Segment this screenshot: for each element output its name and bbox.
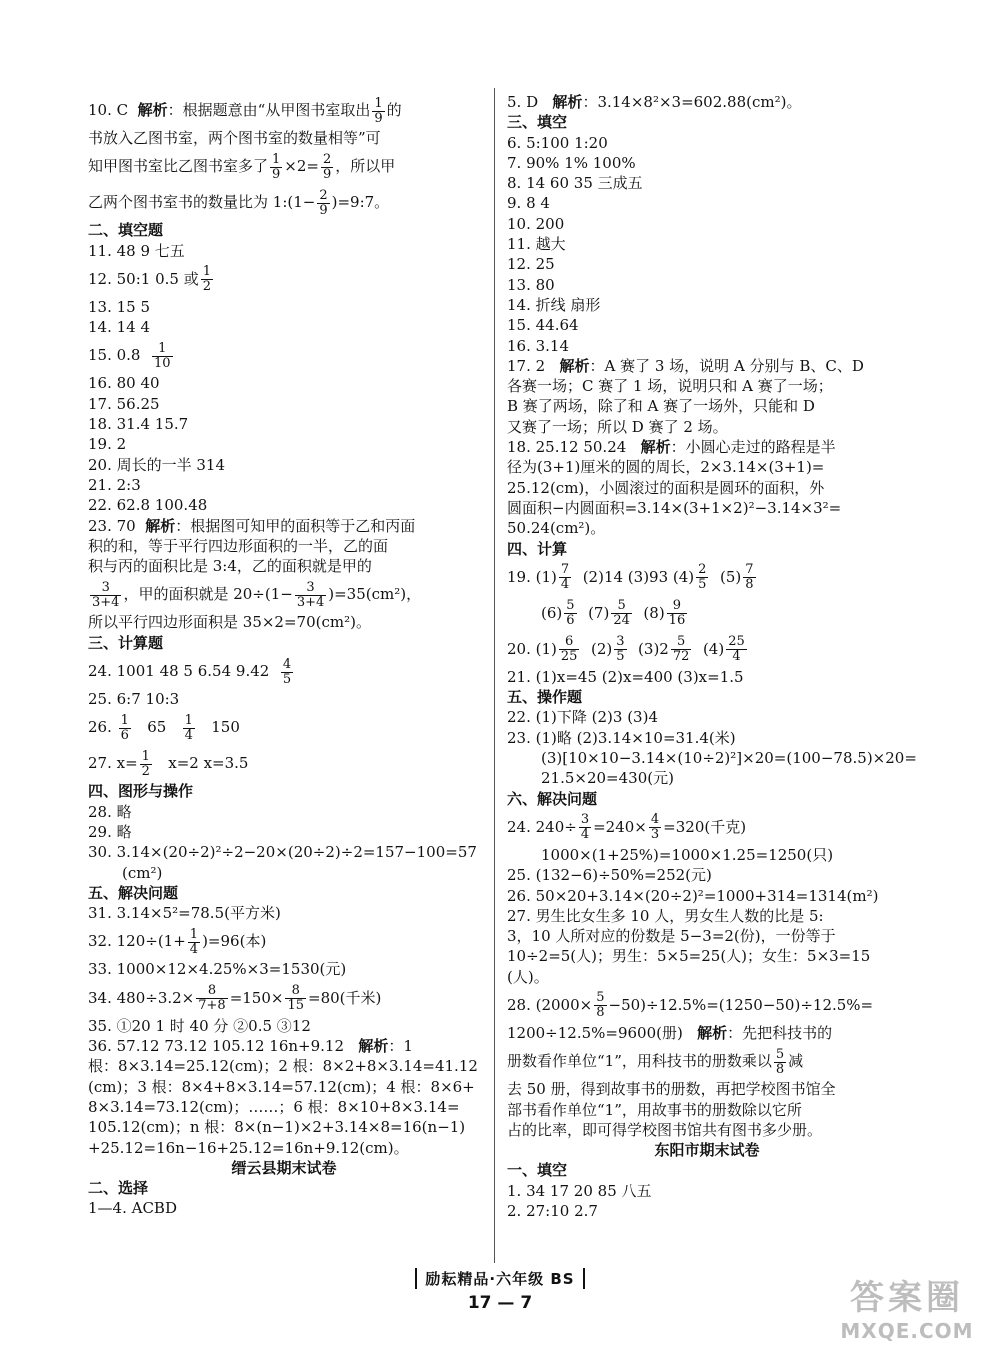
left-column: [88, 92, 480, 1219]
answer-12: 12. 25: [507, 255, 555, 274]
fraction: $\frac{3}{3+4}$: [296, 579, 325, 610]
answer-11: 11. 48 9 七五: [88, 241, 185, 260]
brand-label: 励耘精品·六年级 BS: [415, 1268, 584, 1289]
answer-e1: 1. 34 17 20 85 八五: [507, 1181, 652, 1200]
answer-17-line: 各赛一场；C 赛了 1 场，说明只和 A 赛了一场；: [507, 377, 833, 396]
fraction: $\frac{9}{16}$: [668, 598, 686, 629]
fraction: $\frac{3}{3+4}$: [92, 579, 120, 610]
answer-36-line: +25.12=16n−16+25.12=16n+9.12(cm)。: [88, 1138, 409, 1157]
fraction: $\frac{8}{7+8}$: [198, 983, 226, 1014]
fraction: $\frac{1}{2}$: [202, 264, 211, 295]
answer-28-line: 部书看作单位“1”，用故事书的册数除以它所: [507, 1100, 802, 1119]
fraction: $\frac{5}{72}$: [672, 634, 690, 665]
answer-34: 34. 480÷3.2× $\frac{8}{7+8}$ =150× $\frac{8}{15}$ =80(千米): [88, 983, 382, 1014]
answer-1-4: 1—4. ACBD: [88, 1199, 177, 1218]
answer-12: 12. 50:1 0.5 或 $\frac{1}{2}$: [88, 264, 211, 295]
answer-11: 11. 越大: [507, 235, 566, 254]
exam-title: 缙云县期末试卷: [231, 1158, 337, 1177]
answer-23-line: $\frac{3}{3+4}$ ，甲的面积就是 20÷(1− $\frac{3}{3+4}$ )=35(cm²)，: [92, 579, 422, 610]
answer-28-line: 册数看作单位“1”，用科技书的册数乘以 $\frac{5}{8}$ 减: [507, 1046, 804, 1077]
answer-26: 26. $\frac{1}{6}$ 65 $\frac{1}{4}$ 150: [88, 712, 240, 743]
answer-10-line: 知甲图书室比乙图书室多了 $\frac{1}{9}$ ×2= $\frac{2}{9}$ ，所以甲: [88, 151, 396, 182]
answer-19: 19. 2: [88, 435, 127, 454]
section-heading: 四、计算: [507, 539, 568, 558]
section-heading: 三、计算题: [88, 633, 164, 652]
answer-20: 20. (1) $\frac{6}{25}$ (2) $\frac{3}{5}$ (3)2 $\frac{5}{72}$ (4) $\frac{25}{4}$: [507, 634, 745, 665]
answer-27-line: 10÷2=5(人)；男生：5×5=25(人)；女生：5×3=15: [507, 947, 871, 966]
watermark: [832, 1270, 982, 1348]
fraction: $\frac{1}{9}$: [374, 95, 383, 126]
answer-15: 15. 0.8 $\frac{1}{10}$: [88, 340, 171, 371]
section-heading: 二、填空题: [88, 221, 164, 240]
answer-13: 13. 15 5: [88, 297, 151, 316]
answer-36-line: (cm)；3 根：8×4+8×3.14=57.12(cm)；4 根：8×6+: [88, 1077, 475, 1096]
answer-21: 21. 2:3: [88, 475, 141, 494]
answer-23-line: (3)[10×10−3.14×(10÷2)²]×20=(100−78.5)×20=: [541, 749, 917, 768]
answer-16: 16. 3.14: [507, 336, 570, 355]
answer-5: 5. D 解析：3.14×8²×3=602.88(cm²)。: [507, 93, 802, 111]
answer-32: 32. 120÷(1+ $\frac{1}{4}$ )=96(本): [88, 926, 267, 957]
answer-33: 33. 1000×12×4.25%×3=1530(元): [88, 960, 347, 979]
answer-15: 15. 44.64: [507, 316, 579, 335]
answer-17: 17. 2 解析：A 赛了 3 场，说明 A 分别与 B、C、D: [507, 356, 864, 375]
fraction: $\frac{25}{4}$: [728, 634, 745, 665]
answer-23-line: 积的和，等于平行四边形面积的一半，乙的面: [88, 536, 389, 555]
answer-22: 22. (1)下降 (2)3 (3)4: [507, 708, 658, 727]
fraction: $\frac{1}{10}$: [154, 340, 171, 371]
answer-10: 10. C 解析：根据题意由“从甲图书室取出 $\frac{1}{9}$ 的: [88, 95, 402, 126]
fraction: $\frac{1}{9}$: [272, 151, 281, 182]
answer-25: 25. (132−6)÷50%=252(元): [507, 866, 712, 885]
fraction: $\frac{4}{3}$: [650, 812, 660, 843]
watermark-text: 答案圈: [850, 1278, 964, 1318]
answer-13: 13. 80: [507, 275, 555, 294]
fraction: $\frac{2}{5}$: [698, 562, 707, 593]
answer-23-line: 所以平行四边形面积是 35×2=70(cm²)。: [88, 613, 371, 632]
answer-17: 17. 56.25: [88, 394, 160, 413]
answer-23: 23. 70 解析：根据图可知甲的面积等于乙和丙面: [88, 516, 416, 535]
answer-18-line: 径为(3+1)厘米的圆的周长，2×3.14×(3+1)=: [507, 458, 825, 477]
right-column: [507, 92, 917, 1221]
fraction: $\frac{5}{8}$: [596, 990, 605, 1021]
fraction: $\frac{8}{15}$: [287, 983, 305, 1014]
answer-19-line: (6) $\frac{5}{6}$ (7) $\frac{5}{24}$ (8) $\frac{9}{16}$: [541, 598, 686, 629]
answer-28: 28. (2000× $\frac{5}{8}$ −50)÷12.5%=(1250−50)÷12.5%=: [507, 990, 874, 1021]
answer-26: 26. 50×20+3.14×(20÷2)²=1000+314=1314(m²): [507, 886, 879, 905]
fraction: $\frac{5}{8}$: [775, 1046, 785, 1077]
answer-18-line: 25.12(cm)，小圆滚过的面积是圆环的面积，外: [507, 478, 825, 497]
fraction: $\frac{1}{4}$: [189, 926, 199, 957]
answer-27-line: 3，10 人所对应的份数是 5−3=2(份)，一份等于: [507, 927, 836, 946]
answer-36-line: 105.12(cm)；n 根：8×(n−1)×2+3.14×8=16(n−1): [88, 1118, 466, 1137]
answer-17-line: 又赛了一场；所以 D 赛了 2 场。: [507, 417, 728, 436]
answer-14: 14. 14 4: [88, 318, 151, 337]
answer-24: 24. 240÷ $\frac{3}{4}$ =240× $\frac{4}{3}$ =320(千克): [507, 812, 747, 843]
answer-27: 27. x= $\frac{1}{2}$ x=2 x=3.5: [88, 748, 249, 779]
fraction: $\frac{5}{24}$: [613, 598, 630, 629]
answer-31: 31. 3.14×5²=78.5(平方米): [88, 904, 281, 923]
section-heading: 五、解决问题: [88, 883, 179, 902]
answer-10-line: 乙两个图书室书的数量比为 1:(1− $\frac{2}{9}$ )=9:7。: [88, 187, 390, 218]
answer-9: 9. 8 4: [507, 194, 550, 213]
fraction: $\frac{2}{9}$: [319, 187, 328, 218]
fraction: $\frac{7}{8}$: [745, 562, 754, 593]
section-heading: 四、图形与操作: [88, 782, 194, 801]
section-heading: 二、选择: [88, 1179, 149, 1198]
answer-22: 22. 62.8 100.48: [88, 496, 208, 515]
page-number: 17 — 7: [467, 1293, 533, 1313]
answer-23: 23. (1)略 (2)3.14×10=31.4(米): [507, 728, 736, 747]
column-divider: [494, 88, 495, 1263]
fraction: $\frac{7}{4}$: [560, 562, 570, 593]
answer-18: 18. 31.4 15.7: [88, 415, 189, 434]
answer-10: 10. 200: [507, 214, 565, 233]
answer-18-line: 50.24(cm²)。: [507, 519, 606, 538]
answer-25: 25. 6:7 10:3: [88, 690, 180, 709]
answer-28-line: 去 50 册，得到故事书的册数，再把学校图书馆全: [507, 1080, 836, 1099]
fraction: $\frac{5}{6}$: [566, 598, 575, 629]
section-heading: 五、操作题: [507, 688, 583, 707]
answer-20: 20. 周长的一半 314: [88, 455, 226, 474]
answer-24-line: 1000×(1+25%)=1000×1.25=1250(只): [541, 845, 834, 864]
answer-30-unit: (cm²): [122, 863, 163, 882]
section-heading: 六、解决问题: [507, 789, 598, 808]
answer-19: 19. (1) $\frac{7}{4}$ (2)14 (3)93 (4) $\frac{2}{5}$ (5) $\frac{7}{8}$: [507, 562, 754, 593]
fraction: $\frac{1}{4}$: [184, 712, 193, 743]
answer-10-line: 书放入乙图书室，两个图书室的数量相等”可: [88, 129, 381, 147]
section-heading: 三、填空: [507, 113, 568, 132]
answer-7: 7. 90% 1% 100%: [507, 153, 636, 172]
fraction: $\frac{4}{5}$: [282, 656, 292, 687]
fraction: $\frac{1}{2}$: [141, 748, 150, 779]
answer-28-line: 1200÷12.5%=9600(册) 解析：先把科技书的: [507, 1023, 833, 1042]
answer-8: 8. 14 60 35 三成五: [507, 174, 643, 193]
answer-14: 14. 折线 扇形: [507, 295, 601, 314]
answer-24: 24. 1001 48 5 6.54 9.42 $\frac{4}{5}$: [88, 656, 292, 687]
fraction: $\frac{1}{6}$: [120, 712, 129, 743]
answer-23-line: 21.5×20=430(元): [541, 769, 674, 788]
answer-28-line: 占的比率，即可得学校图书馆共有图书多少册。: [507, 1120, 823, 1139]
answer-35: 35. ①20 1 时 40 分 ②0.5 ③12: [88, 1016, 311, 1035]
answer-6: 6. 5:100 1:20: [507, 133, 608, 152]
answer-27: 27. 男生比女生多 10 人，男女生人数的比是 5:: [507, 906, 824, 925]
fraction: $\frac{3}{5}$: [616, 634, 625, 665]
fraction: $\frac{6}{25}$: [560, 634, 578, 665]
answer-23-line: 积与丙的面积比是 3:4，乙的面积就是甲的: [88, 557, 372, 576]
fraction: $\frac{2}{9}$: [322, 151, 332, 182]
answer-16: 16. 80 40: [88, 374, 160, 393]
exam-title: 东阳市期末试卷: [654, 1141, 760, 1160]
fraction: $\frac{3}{4}$: [580, 812, 590, 843]
answer-17-line: B 赛了两场，除了和 A 赛了一场外，只能和 D: [507, 397, 815, 416]
answer-27-line: (人)。: [507, 967, 549, 986]
answer-30: 30. 3.14×(20÷2)²÷2−20×(20÷2)÷2=157−100=57: [88, 843, 477, 862]
answer-36-line: 根：8×3.14=25.12(cm)；2 根：8×2+8×3.14=41.12: [88, 1057, 478, 1076]
answer-18-line: 圆面积−内圆面积=3.14×(3+1×2)²−3.14×3²=: [507, 498, 842, 517]
answer-36: 36. 57.12 73.12 105.12 16n+9.12 解析：1: [88, 1037, 413, 1056]
answer-18: 18. 25.12 50.24 解析：小圆心走过的路程是半: [507, 438, 836, 457]
answer-36-line: 8×3.14=73.12(cm)；……；6 根：8×10+8×3.14=: [88, 1097, 460, 1116]
section-heading: 一、填空: [507, 1161, 568, 1180]
answer-29: 29. 略: [88, 822, 132, 841]
answer-28: 28. 略: [88, 802, 132, 821]
watermark-url: MXQE.COM: [840, 1319, 974, 1343]
answer-21: 21. (1)x=45 (2)x=400 (3)x=1.5: [507, 667, 744, 686]
answer-e2: 2. 27:10 2.7: [507, 1202, 598, 1221]
